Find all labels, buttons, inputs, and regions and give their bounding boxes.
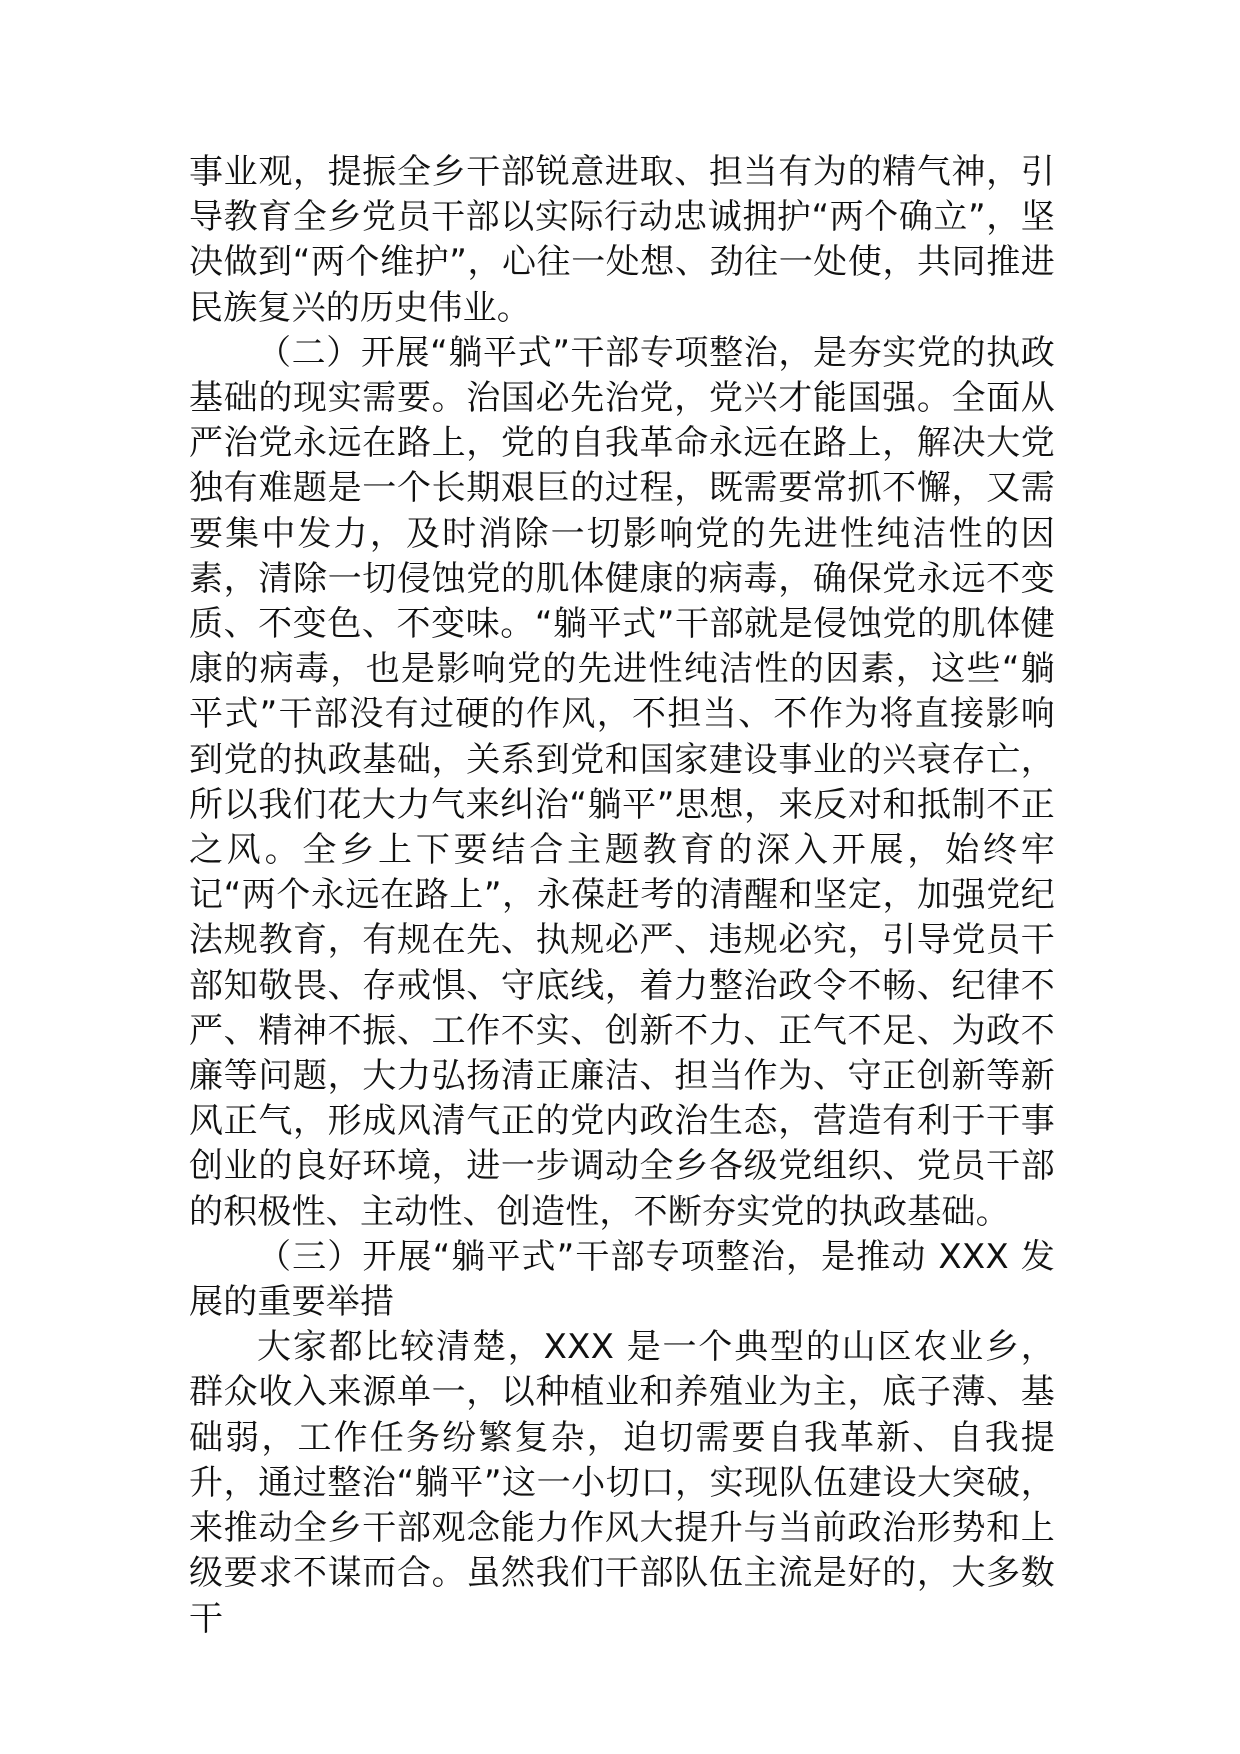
paragraph-section-three-body: 大家都比较清楚，XXX 是一个典型的山区农业乡，群众收入来源单一，以种植业和养殖业为主，底子薄、基础弱，工作任务纷繁复杂，迫切需要自我革新、自我提升，通过整治“躺平”这一小切口，实现队伍建设大突破，来推动全乡干部观念能力作风大提升与当前政治形势和上级要求不谋而合。虽然我们干部队伍主流是好的，大多数干 (189, 1327, 1055, 1639)
paragraph-section-three-heading: （三）开展“躺平式”干部专项整治，是推动 XXX 发展的重要举措 (189, 1236, 1055, 1323)
paragraph-section-two: （二）开展“躺平式”干部专项整治，是夯实党的执政基础的现实需要。治国必先治党，党兴才能国强。全面从严治党永远在路上，党的自我革命永远在路上，解决大党独有难题是一个长期艰巨的过程，既需要常抓不懈，又需要集中发力，及时消除一切影响党的先进性纯洁性的因素，清除一切侵蚀党的肌体健康的病毒，确保党永远不变质、不变色、不变味。“躺平式”干部就是侵蚀党的肌体健康的病毒，也是影响党的先进性纯洁性的因素，这些“躺平式”干部没有过硬的作风，不担当、不作为将直接影响到党的执政基础，关系到党和国家建设事业的兴衰存亡，所以我们花大力气来纠治“躺平”思想，来反对和抵制不正之风。全乡上下要结合主题教育的深入开展，始终牢记“两个永远在路上”，永葆赶考的清醒和坚定，加强党纪法规教育，有规在先、执规必严、违规必究，引导党员干部知敬畏、存戒惧、守底线，着力整治政令不畅、纪律不严、精神不振、工作不实、创新不力、正气不足、为政不廉等问题，大力弘扬清正廉洁、担当作为、守正创新等新风正气，形成风清气正的党内政治生态，营造有利于干事创业的良好环境，进一步调动全乡各级党组织、党员干部的积极性、主动性、创造性，不断夯实党的执政基础。 (189, 332, 1055, 1232)
paragraph-continued: 事业观，提振全乡干部锐意进取、担当有为的精气神，引导教育全乡党员干部以实际行动忠诚拥护“两个确立”，坚决做到“两个维护”，心往一处想、劲往一处使，共同推进民族复兴的历史伟业。 (189, 152, 1055, 328)
body-text (189, 150, 1055, 1642)
